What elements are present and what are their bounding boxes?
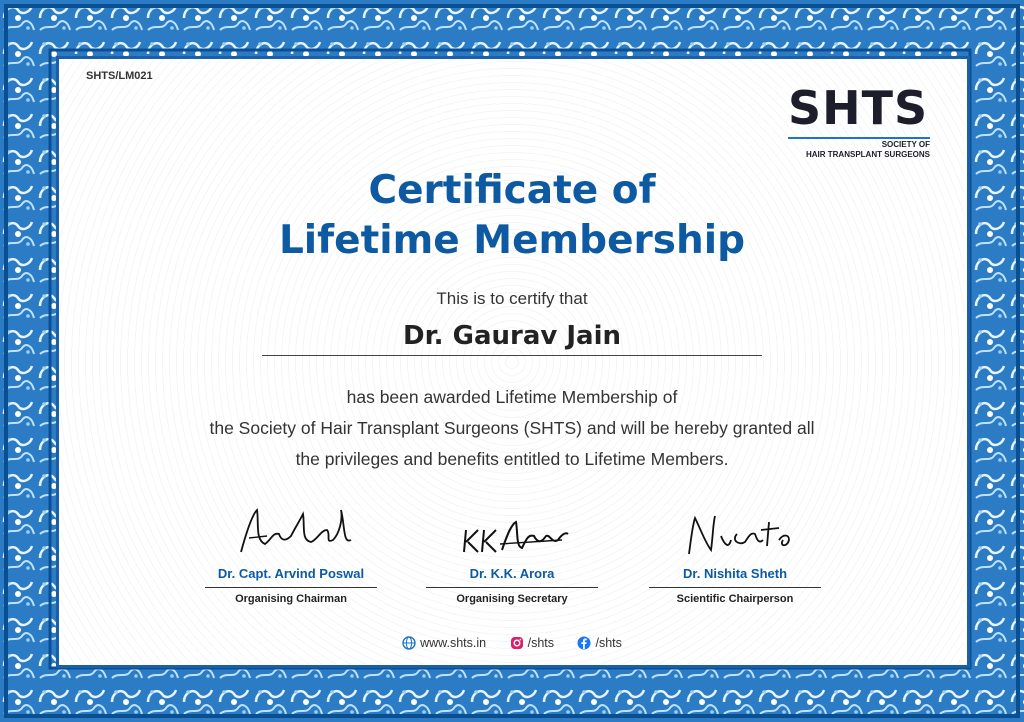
recipient-name: Dr. Gaurav Jain (402, 321, 622, 351)
facebook-handle: /shts (595, 636, 622, 650)
signatory-1-name: Dr. Capt. Arvind Poswal (217, 566, 365, 581)
signatory-3-role: Scientific Chairperson (676, 593, 794, 605)
facebook-icon (577, 636, 591, 650)
signature-2 (442, 500, 582, 560)
logo-sub-line1: SOCIETY OF (881, 140, 930, 149)
certificate-title (0, 166, 1024, 266)
globe-icon (402, 636, 416, 650)
signatory-1 (191, 500, 391, 605)
logo-subtitle (788, 140, 930, 160)
footer-contacts (0, 636, 1024, 653)
website-text: www.shts.in (420, 636, 487, 650)
statement-line3: the privileges and benefits entitled to Lifetime Members. (295, 449, 729, 469)
logo-wordmark: SHTS (788, 81, 929, 135)
certify-text: This is to certify that (436, 289, 588, 308)
signatory-2-role: Organising Secretary (456, 593, 568, 605)
title-line1: Certificate of (368, 168, 656, 213)
instagram-link[interactable] (510, 636, 554, 650)
website-link[interactable] (402, 636, 486, 650)
logo-sub-line2: HAIR TRANSPLANT SURGEONS (805, 150, 930, 159)
signatory-2-line (426, 587, 598, 588)
name-underline (262, 355, 762, 356)
certificate-id: SHTS/LM021 (86, 70, 153, 82)
instagram-icon (510, 636, 524, 650)
instagram-handle: /shts (527, 636, 554, 650)
signatory-3-name: Dr. Nishita Sheth (682, 566, 788, 581)
signature-1 (221, 500, 361, 560)
signatory-3 (635, 500, 835, 605)
signatory-2-name: Dr. K.K. Arora (469, 566, 555, 581)
signatory-1-role: Organising Chairman (235, 593, 347, 605)
statement-line2: the Society of Hair Transplant Surgeons (SHTS) and will be hereby granted all (209, 418, 815, 438)
statement-line1: has been awarded Lifetime Membership of (346, 387, 678, 407)
signatory-1-line (205, 587, 377, 588)
shts-logo (788, 80, 938, 162)
title-line2: Lifetime Membership (278, 218, 746, 263)
facebook-link[interactable] (577, 636, 621, 650)
signatory-2 (412, 500, 612, 605)
signature-3 (665, 500, 805, 560)
signatory-3-line (649, 587, 821, 588)
logo-rule (788, 137, 930, 139)
certificate-statement (0, 382, 1024, 475)
